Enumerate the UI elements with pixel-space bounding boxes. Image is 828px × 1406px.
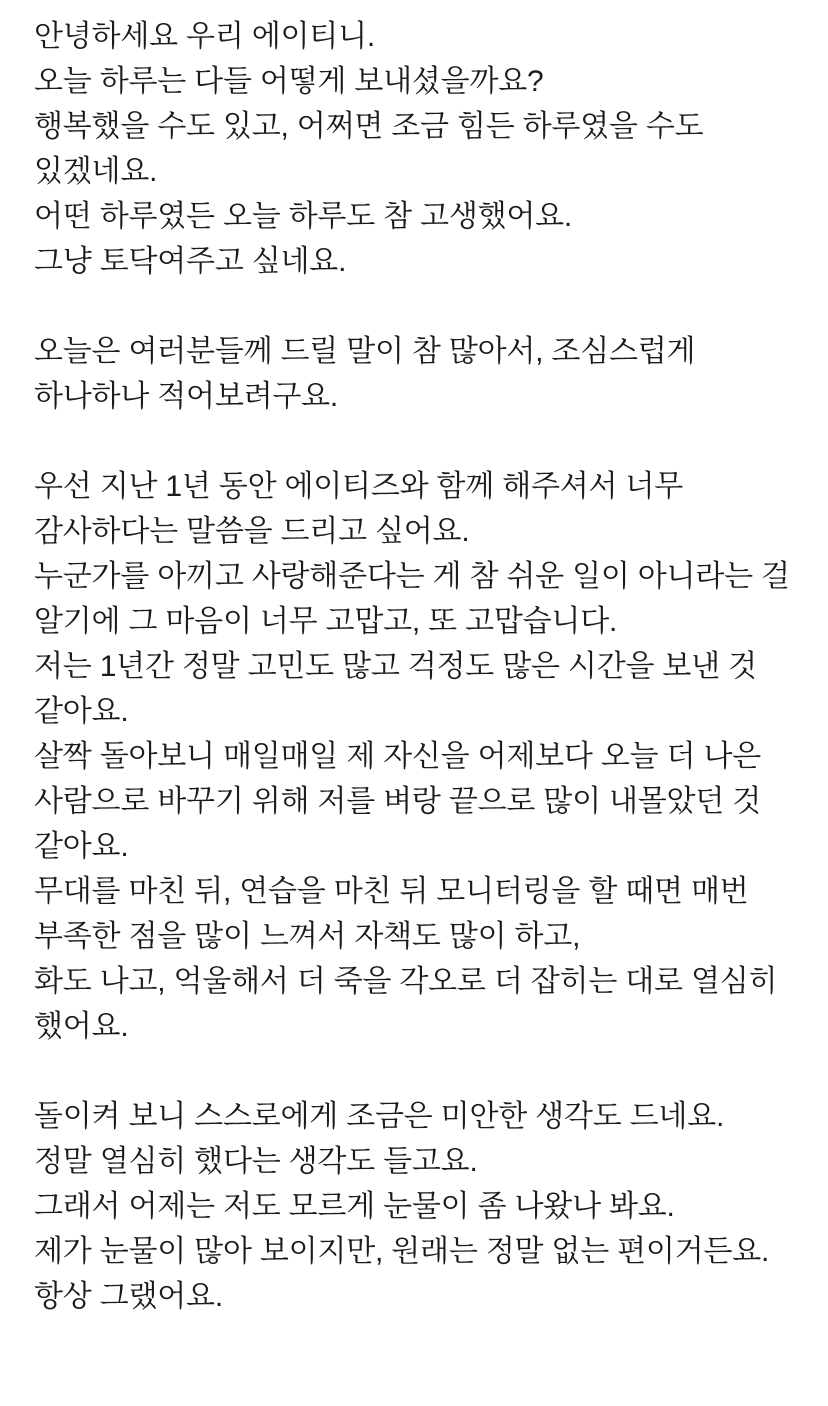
paragraph-spacer <box>34 1049 794 1094</box>
paragraph-line: 우선 지난 1년 동안 에이티즈와 함께 해주셔서 너무 감사하다는 말씀을 드리고 싶어요. <box>34 470 692 548</box>
paragraph-line: 정말 열심히 했다는 생각도 들고요. <box>34 1145 478 1178</box>
paragraph-block-2 <box>34 329 794 419</box>
paragraph-line: 행복했을 수도 있고, 어쩌면 조금 힘든 하루였을 수도 있겠네요. <box>34 110 712 188</box>
paragraph-line: 오늘은 여러분들께 드릴 말이 참 많아서, 조심스럽게 하나하나 적어보려구요. <box>34 335 704 413</box>
paragraph-line: 어떤 하루였든 오늘 하루도 참 고생했어요. <box>34 200 573 233</box>
paragraph-line: 무대를 마친 뒤, 연습을 마친 뒤 모니터링을 할 때면 매번 부족한 점을 많이 느껴서 자책도 많이 하고, <box>34 875 757 953</box>
paragraph-block-3 <box>34 464 798 1049</box>
paragraph-spacer <box>34 419 794 464</box>
paragraph-line: 그냥 토닥여주고 싶네요. <box>34 245 347 278</box>
paragraph-line: 오늘 하루는 다들 어떻게 보내셨을까요? <box>34 65 544 98</box>
paragraph-line: 누군가를 아끼고 사랑해준다는 게 참 쉬운 일이 아니라는 걸 알기에 그 마음이 너무 고맙고, 또 고맙습니다. <box>34 560 798 638</box>
paragraph-line: 그래서 어제는 저도 모르게 눈물이 좀 나왔나 봐요. <box>34 1190 675 1223</box>
paragraph-spacer <box>34 284 794 329</box>
paragraph-line: 화도 나고, 억울해서 더 죽을 각오로 더 잡히는 대로 열심히 했어요. <box>34 965 786 1043</box>
paragraph-line: 돌이켜 보니 스스로에게 조금은 미안한 생각도 드네요. <box>34 1100 725 1133</box>
paragraph-block-4 <box>34 1094 794 1319</box>
paragraph-line: 항상 그랬어요. <box>34 1280 223 1313</box>
paragraph-line: 저는 1년간 정말 고민도 많고 걱정도 많은 시간을 보낸 것 같아요. <box>34 650 765 728</box>
paragraph-block-1 <box>34 14 794 284</box>
paragraph-line: 안녕하세요 우리 에이티니. <box>34 20 375 53</box>
paragraph-line: 제가 눈물이 많아 보이지만, 원래는 정말 없는 편이거든요. <box>34 1235 770 1268</box>
paragraph-line: 살짝 돌아보니 매일매일 제 자신을 어제보다 오늘 더 나은 사람으로 바꾸기 위해 저를 벼랑 끝으로 많이 내몰았던 것 같아요. <box>34 740 770 863</box>
